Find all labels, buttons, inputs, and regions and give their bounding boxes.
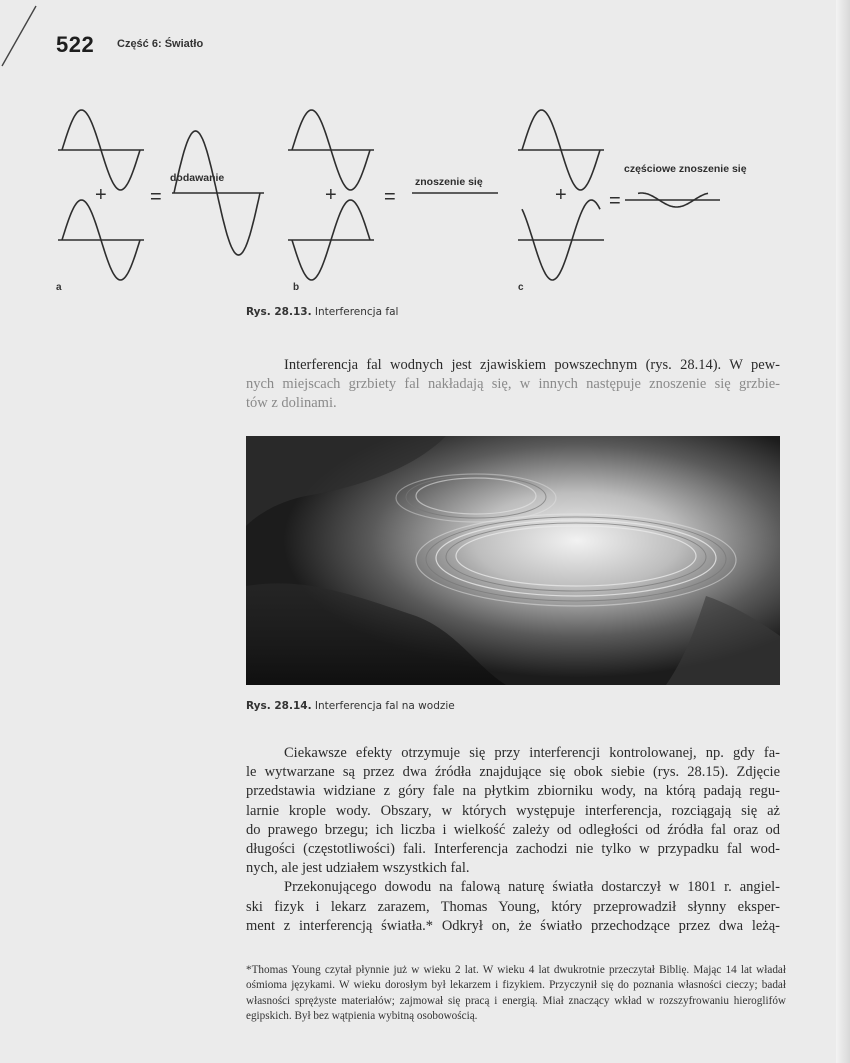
paragraph-line: ski fizyk i lekarz zarazem, Thomas Young, który przeprowadził słynny eksper- <box>246 898 780 915</box>
pencil-mark <box>0 0 40 80</box>
paragraph-line: Przekonującego dowodu na falową naturę światła dostarczył w 1801 r. angiel- <box>284 879 780 896</box>
paragraph-line: nych miejscach grzbiety fal nakładają się, w innych następuje znoszenie się grzbie- <box>246 376 780 393</box>
caption-fig-28-13 <box>246 306 398 318</box>
caption-text: Interferencja fal na wodzie <box>314 700 455 712</box>
caption-text: Interferencja fal <box>314 306 399 318</box>
paragraph-line: przedstawia widziane z góry fale na płytkim zbiorniku wody, na którą padają regu- <box>246 783 780 800</box>
paragraph-line: nych, ale jest udziałem wszystkich fal. <box>246 860 470 877</box>
caption-number: Rys. 28.13. <box>246 306 312 318</box>
panel-letter-c: c <box>518 282 524 293</box>
equals-c: = <box>609 190 621 212</box>
paragraph-line: tów z dolinami. <box>246 395 337 412</box>
panel-letter-b: b <box>293 282 300 293</box>
equals-a: = <box>150 186 162 208</box>
page-number: 522 <box>56 32 95 57</box>
plus-a: + <box>95 184 107 206</box>
plus-c: + <box>555 184 567 206</box>
paragraph-1 <box>246 356 780 414</box>
photo-water-ripples <box>246 436 780 685</box>
paragraph-line: Ciekawsze efekty otrzymuje się przy interferencji kontrolowanej, np. gdy fa- <box>284 745 780 761</box>
paragraph-line: larnie krople wody. Obszary, w których występuje interferencja, rozciągają się aż <box>246 802 780 819</box>
label-znoszenie: znoszenie się <box>415 176 483 188</box>
figure-wave-interference <box>40 100 780 305</box>
wave-diagram <box>40 100 780 305</box>
paragraph-line: ment z interferencją światła.* Odkrył on, że światło przechodzące przez dwa leżą- <box>246 917 780 934</box>
paragraph-line: Interferencja fal wodnych jest zjawiskiem powszechnym (rys. 28.14). W pew- <box>284 357 780 373</box>
running-head: Część 6: Światło <box>117 38 204 50</box>
footnote: *Thomas Young czytał płynnie już w wieku 2 lat. W wieku 4 lat dwukrotnie przeczytał Biblię. Mając 14 lat władał ośmioma językami. W wieku dorosłym był lekarzem i fizykiem. Przyczynił się do poznania własności cieczy; badał własności sprężyste materiałów; zajmował się pracą i energią. Miał znaczący wkład w rozszyfrowaniu hieroglifów egipskich. Był bez wątpienia wybitną osobowością. <box>246 964 786 1023</box>
equals-b: = <box>384 186 396 208</box>
caption-fig-28-14 <box>246 700 455 712</box>
page-edge-shadow <box>836 0 850 1063</box>
caption-number: Rys. 28.14. <box>246 700 312 712</box>
water-photo-illustration <box>246 436 780 685</box>
label-dodawanie: dodawanie <box>170 172 225 184</box>
label-czesciowe-znoszenie: częściowe znoszenie się <box>624 163 747 175</box>
panel-letter-a: a <box>56 282 62 293</box>
paragraph-line: długości (częstotliwości) fali. Interferencja zachodzi nie tylko w przypadku fal wod- <box>246 841 780 858</box>
paragraph-2 <box>246 744 780 936</box>
paragraph-line: le wytwarzane są przez dwa źródła znajdujące się obok siebie (rys. 28.15). Zdjęcie <box>246 764 780 781</box>
plus-b: + <box>325 184 337 206</box>
paragraph-line: do prawego brzegu; ich liczba i wielkość zależy od odległości od źródła fal oraz od <box>246 821 780 838</box>
